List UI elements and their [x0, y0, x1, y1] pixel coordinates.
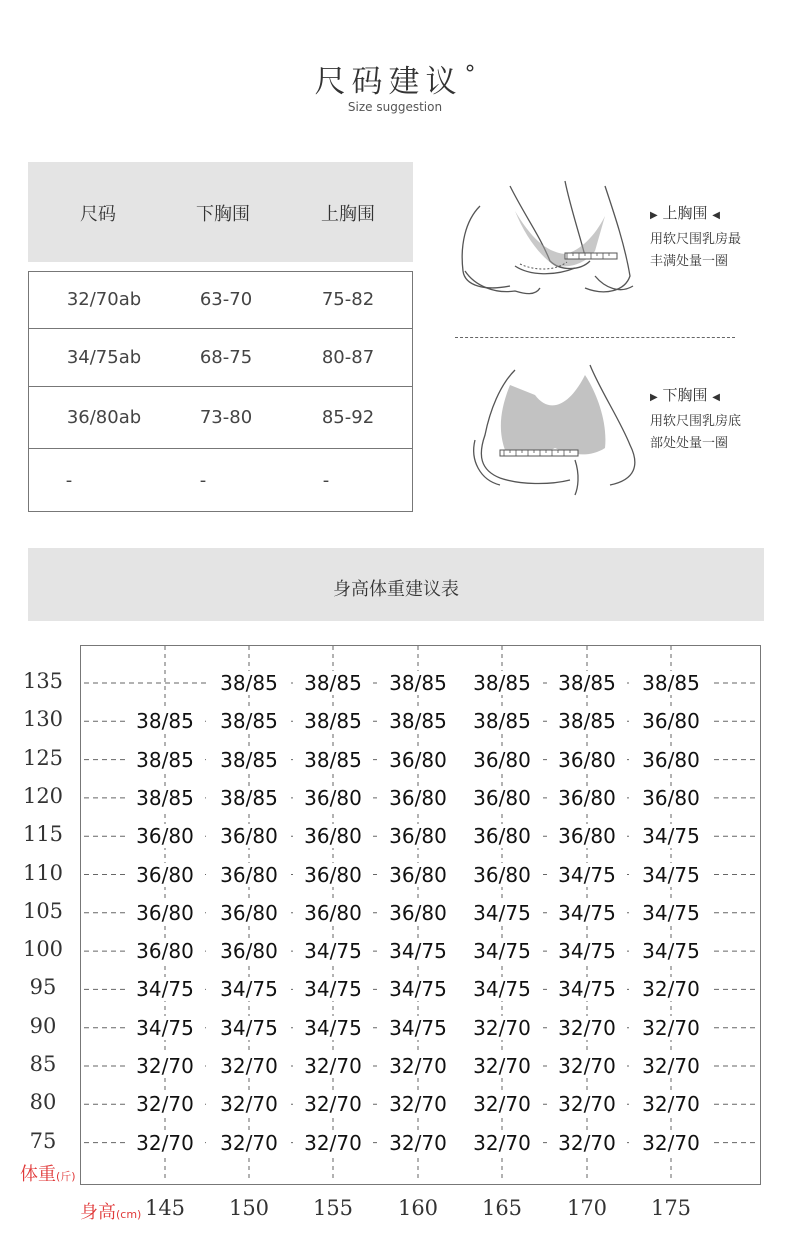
size-cell: 34/75	[378, 1016, 458, 1040]
height-tick-label: 160	[397, 1196, 439, 1220]
size-cell: 36/80	[378, 901, 458, 925]
size-cell: 34/75	[547, 901, 627, 925]
weight-tick-label: 105	[22, 898, 64, 923]
size-cell: 34/75	[547, 939, 627, 963]
y-axis-title	[20, 1160, 76, 1186]
cell-underbust: 68-75	[199, 347, 253, 368]
size-cell: 34/75	[631, 901, 711, 925]
size-cell: 34/75	[209, 1016, 289, 1040]
height-tick-label: 155	[312, 1196, 354, 1220]
x-axis-unit: (cm)	[116, 1208, 142, 1221]
tip-lower-title-text: 下胸围	[662, 386, 708, 404]
size-cell: 36/80	[462, 863, 542, 887]
tip-upper-line: 用软尺围乳房最	[650, 232, 742, 247]
bust-measure-illustration	[455, 176, 645, 321]
size-cell: 34/75	[378, 977, 458, 1001]
cell-size: -	[65, 470, 73, 491]
size-cell: 32/70	[462, 1016, 542, 1040]
size-table-header	[28, 162, 413, 262]
size-cell: 32/70	[293, 1054, 373, 1078]
triangle-left-icon: ◀	[712, 210, 720, 221]
header-size: 尺码	[80, 204, 116, 225]
table-row	[29, 329, 412, 387]
size-cell: 36/80	[378, 824, 458, 848]
table-row	[29, 387, 412, 449]
size-cell: 32/70	[547, 1092, 627, 1116]
weight-tick-label: 115	[22, 822, 64, 847]
size-cell: 36/80	[462, 824, 542, 848]
tip-lower-line: 部处处量一圈	[650, 436, 729, 451]
size-cell: 32/70	[125, 1054, 205, 1078]
x-axis-label: 身高	[80, 1202, 116, 1223]
tip-lower-title	[650, 384, 760, 405]
size-cell: 36/80	[378, 786, 458, 810]
size-cell: 36/80	[293, 863, 373, 887]
weight-tick-label: 95	[29, 975, 57, 1000]
size-cell: 32/70	[293, 1131, 373, 1155]
height-tick-label: 145	[144, 1196, 186, 1220]
size-cell: 36/80	[125, 939, 205, 963]
size-cell: 32/70	[631, 977, 711, 1001]
cell-underbust: 63-70	[199, 289, 253, 310]
header-bust: 上胸围	[321, 204, 375, 225]
weight-tick-label: 130	[22, 707, 64, 732]
size-cell: 36/80	[378, 748, 458, 772]
size-cell: 32/70	[378, 1092, 458, 1116]
size-cell: 38/85	[209, 748, 289, 772]
size-cell: 38/85	[209, 786, 289, 810]
size-cell: 32/70	[125, 1092, 205, 1116]
size-cell: 34/75	[125, 977, 205, 1001]
size-cell: 36/80	[209, 901, 289, 925]
degree-mark: °	[464, 61, 476, 87]
table-row	[29, 272, 412, 329]
size-cell: 36/80	[209, 863, 289, 887]
size-cell: 34/75	[378, 939, 458, 963]
cell-underbust: 73-80	[199, 407, 253, 428]
weight-tick-label: 100	[22, 937, 64, 962]
size-cell: 36/80	[547, 824, 627, 848]
weight-tick-label: 120	[22, 783, 64, 808]
size-cell: 38/85	[462, 709, 542, 733]
table-row	[29, 449, 412, 511]
size-cell: 32/70	[209, 1092, 289, 1116]
size-cell: 36/80	[631, 709, 711, 733]
size-cell: 32/70	[547, 1054, 627, 1078]
height-tick-label: 150	[228, 1196, 270, 1220]
size-cell: 36/80	[293, 786, 373, 810]
size-cell: 34/75	[209, 977, 289, 1001]
size-cell: 32/70	[631, 1092, 711, 1116]
size-cell: 32/70	[631, 1131, 711, 1155]
tip-upper-title-text: 上胸围	[662, 204, 708, 222]
tip-upper-title	[650, 202, 760, 223]
size-table-body	[28, 271, 413, 512]
underbust-measure-illustration	[470, 360, 645, 500]
size-cell: 36/80	[125, 863, 205, 887]
x-axis-title	[80, 1198, 141, 1224]
tip-upper	[650, 202, 760, 273]
size-cell: 38/85	[547, 709, 627, 733]
y-axis-label: 体重	[20, 1164, 56, 1185]
weight-tick-label: 110	[22, 860, 64, 885]
size-cell: 36/80	[209, 939, 289, 963]
size-cell: 38/85	[547, 671, 627, 695]
size-cell: 32/70	[631, 1054, 711, 1078]
size-cell: 38/85	[631, 671, 711, 695]
size-cell: 34/75	[462, 939, 542, 963]
tip-lower	[650, 384, 760, 455]
size-cell: 36/80	[631, 748, 711, 772]
height-tick-label: 165	[481, 1196, 523, 1220]
triangle-right-icon: ▶	[650, 210, 658, 221]
size-cell: 38/85	[125, 786, 205, 810]
size-cell: 34/75	[631, 824, 711, 848]
size-cell: 32/70	[547, 1016, 627, 1040]
size-cell: 32/70	[462, 1092, 542, 1116]
weight-tick-label: 125	[22, 745, 64, 770]
size-cell: 34/75	[631, 863, 711, 887]
size-cell: 34/75	[125, 1016, 205, 1040]
size-cell: 36/80	[547, 748, 627, 772]
size-cell: 36/80	[293, 901, 373, 925]
weight-tick-label: 85	[29, 1052, 57, 1076]
size-cell: 34/75	[547, 863, 627, 887]
tip-lower-line: 用软尺围乳房底	[650, 414, 742, 429]
page-title	[0, 56, 790, 101]
weight-tick-label: 90	[29, 1013, 57, 1038]
size-cell: 34/75	[462, 977, 542, 1001]
cell-bust: -	[322, 470, 330, 491]
size-cell: 38/85	[125, 748, 205, 772]
weight-height-title: 身高体重建议表	[333, 579, 459, 600]
size-cell: 32/70	[378, 1131, 458, 1155]
size-cell: 34/75	[462, 901, 542, 925]
size-cell: 36/80	[547, 786, 627, 810]
size-cell: 32/70	[547, 1131, 627, 1155]
size-cell: 32/70	[209, 1131, 289, 1155]
weight-tick-label: 135	[22, 669, 64, 693]
size-cell: 36/80	[631, 786, 711, 810]
cell-bust: 80-87	[321, 347, 375, 368]
size-cell: 38/85	[293, 709, 373, 733]
cell-underbust: -	[199, 470, 207, 491]
divider	[455, 337, 735, 338]
size-cell: 34/75	[293, 977, 373, 1001]
size-cell: 36/80	[378, 863, 458, 887]
tip-upper-line: 丰满处量一圈	[650, 254, 729, 269]
size-cell: 32/70	[125, 1131, 205, 1155]
size-cell: 38/85	[209, 671, 289, 695]
size-cell: 36/80	[462, 748, 542, 772]
size-cell: 32/70	[293, 1092, 373, 1116]
tip-upper-text	[650, 229, 760, 273]
cell-bust: 85-92	[321, 407, 375, 428]
size-cell: 38/85	[293, 748, 373, 772]
y-axis-unit: (斤)	[56, 1170, 76, 1183]
size-cell: 38/85	[378, 671, 458, 695]
cell-size: 36/80ab	[66, 407, 142, 428]
size-cell: 36/80	[293, 824, 373, 848]
header-underbust: 下胸围	[196, 204, 250, 225]
size-cell: 36/80	[462, 786, 542, 810]
size-cell: 34/75	[293, 939, 373, 963]
size-cell: 32/70	[631, 1016, 711, 1040]
size-cell: 36/80	[209, 824, 289, 848]
size-cell: 38/85	[462, 671, 542, 695]
size-cell: 32/70	[462, 1054, 542, 1078]
size-cell: 36/80	[125, 824, 205, 848]
size-cell: 34/75	[631, 939, 711, 963]
tip-lower-text	[650, 411, 760, 455]
triangle-left-icon: ◀	[712, 392, 720, 403]
cell-size: 34/75ab	[66, 347, 142, 368]
size-cell: 34/75	[293, 1016, 373, 1040]
weight-tick-label: 80	[29, 1090, 57, 1115]
cell-bust: 75-82	[321, 289, 375, 310]
weight-tick-label: 75	[29, 1128, 57, 1153]
size-cell: 32/70	[378, 1054, 458, 1078]
size-cell: 38/85	[293, 671, 373, 695]
height-tick-label: 175	[650, 1196, 692, 1220]
size-cell: 32/70	[462, 1131, 542, 1155]
page-title-text: 尺码建议	[314, 64, 463, 100]
page-subtitle: Size suggestion	[347, 100, 443, 114]
size-cell: 32/70	[209, 1054, 289, 1078]
size-cell: 38/85	[209, 709, 289, 733]
size-cell: 36/80	[125, 901, 205, 925]
size-cell: 38/85	[125, 709, 205, 733]
cell-size: 32/70ab	[66, 289, 142, 310]
size-cell: 38/85	[378, 709, 458, 733]
size-cell: 34/75	[547, 977, 627, 1001]
height-tick-label: 170	[566, 1196, 608, 1220]
triangle-right-icon: ▶	[650, 392, 658, 403]
